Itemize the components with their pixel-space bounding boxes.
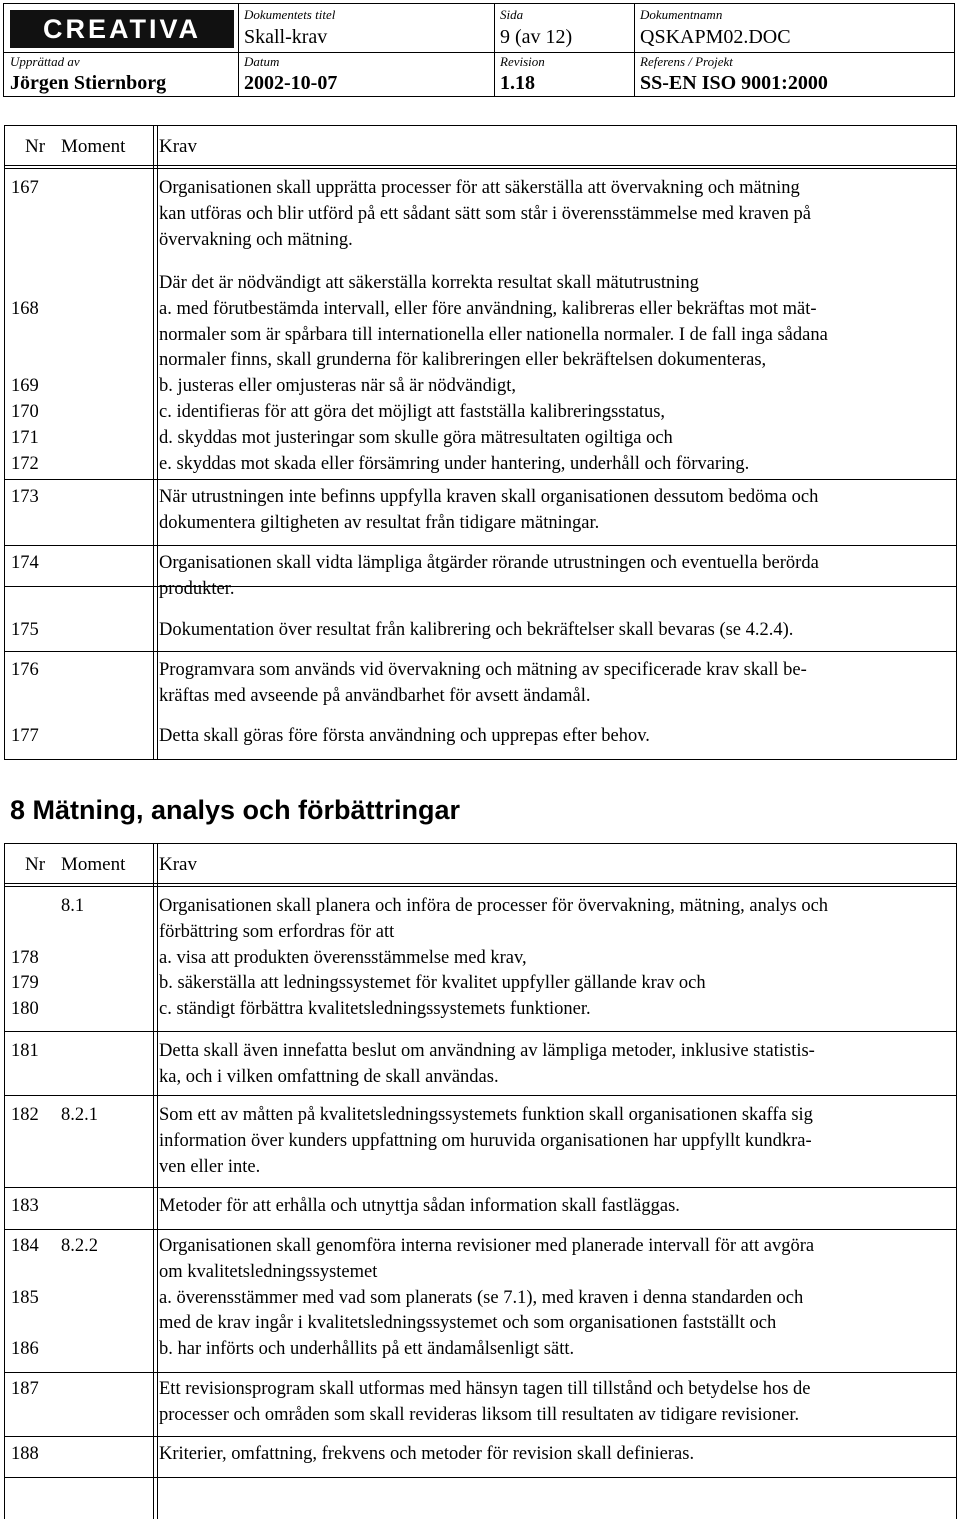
author: Jörgen Stiernborg [10,72,167,94]
requirement-number: 183 [11,1196,39,1216]
requirement-line: b. justeras eller omjusteras när så är nödvändigt, [159,376,517,397]
requirement-line: ven eller inte. [159,1156,261,1177]
requirement-text [159,1194,949,1220]
requirement-line: Dokumentation över resultat från kalibrering och bekräftelser skall bevaras (se 4.2.4). [159,620,794,640]
requirement-number: 167 [11,178,39,198]
requirement-number: 187 [11,1379,39,1399]
company-logo: CREATIVA [10,10,234,48]
requirement-line: a. med förutbestämda intervall, eller före användning, kalibreras eller bekräftas mot mät- [159,298,817,319]
requirement-line: d. skyddas mot justeringar som skulle göra mätresultaten ogiltiga och [159,427,673,448]
requirement-number: 188 [11,1444,39,1464]
requirement-line: processer och områden som skall revideras liksom till resultaten av tidigare revisioner. [159,1404,800,1425]
requirement-line: dokumentera giltigheten av resultat från tidigare mätningar. [159,512,600,533]
requirement-line: b. har införts och underhållits på ett ändamålsenligt sätt. [159,1339,575,1360]
requirement-line: produkter. [159,578,235,599]
requirement-line: ka, och i vilken omfattning de skall användas. [159,1066,499,1087]
requirement-line: med de krav ingår i kvalitetsledningssystemet och som organisationen fastställt och [159,1313,777,1334]
requirement-line: Detta skall även innefatta beslut om användning av lämpliga metoder, inklusive statistis- [159,1041,815,1061]
requirement-text [159,1442,949,1468]
requirement-text [159,1377,949,1429]
requirement-number: 169 [11,376,39,397]
requirement-text [159,1103,949,1180]
requirement-number: 181 [11,1041,39,1061]
requirement-number: 173 [11,487,39,507]
column-header-krav: Krav [159,136,197,157]
requirement-text [159,176,949,253]
author-label: Upprättad av [10,54,80,69]
page-number: 9 (av 12) [500,26,573,48]
doc-name: QSKAPM02.DOC [640,26,791,48]
requirement-number: 182 [11,1105,39,1125]
moment-reference: 8.2.2 [61,1236,98,1256]
requirement-line: Där det är nödvändigt att säkerställa korrekta resultat skall mätutrustning [159,273,699,293]
requirement-line: kräftas med avseende på användbarhet för avsett ändamål. [159,685,591,706]
requirement-line: b. säkerställa att ledningssystemet för kvalitet uppfyller gällande krav och [159,973,706,994]
doc-title-label: Dokumentets titel [244,7,336,22]
doc-name-label: Dokumentnamn [640,7,723,22]
requirement-line: Detta skall göras före första användning och upprepas efter behov. [159,726,650,746]
requirement-line: Ett revisionsprogram skall utformas med hänsyn tagen till tillstånd och betydelse hos de [159,1379,811,1399]
requirement-number: 186 [11,1339,39,1360]
requirement-number: 172 [11,453,39,474]
requirement-number: 177 [11,726,39,746]
requirement-line: kan utföras och blir utförd på ett sådant sätt som står i överensstämmelse med kraven på [159,203,811,224]
reference: SS-EN ISO 9001:2000 [640,72,828,94]
requirement-text [159,724,949,750]
requirement-line: Som ett av måtten på kvalitetsledningssystemets funktion skall organisationen skaffa sig [159,1105,813,1125]
date-label: Datum [244,54,280,69]
requirement-number: 170 [11,402,39,422]
page-label: Sida [500,7,524,22]
requirements-table-1 [4,125,957,760]
requirement-number: 175 [11,620,39,640]
requirement-number: 168 [11,298,39,319]
column-header-krav: Krav [159,854,197,875]
date: 2002-10-07 [244,72,338,94]
doc-title: Skall-krav [244,26,328,48]
requirement-line: Programvara som används vid övervakning och mätning av specificerade krav skall be- [159,660,807,680]
moment-reference: 8.1 [61,896,85,916]
requirement-text [159,271,949,477]
requirement-number: 185 [11,1287,39,1308]
column-header-nr: Nr [25,854,46,875]
requirement-line: Kriterier, omfattning, frekvens och metoder för revision skall definieras. [159,1444,695,1464]
requirement-line: a. visa att produkten överensstämmelse med krav, [159,947,527,968]
requirement-line: När utrustningen inte befinns uppfylla kraven skall organisationen dessutom bedöma och [159,487,819,507]
requirement-text [159,551,949,603]
revision: 1.18 [500,72,535,94]
requirement-text [159,618,949,644]
requirement-text [159,1039,949,1091]
requirement-number: 174 [11,553,39,573]
document-header [3,3,955,97]
requirement-line: c. identifieras för att göra det möjligt att fastställa kalibreringsstatus, [159,401,666,422]
column-header-moment: Moment [61,854,126,875]
requirement-line: Metoder för att erhålla och utnyttja sådan information skall fastläggas. [159,1196,680,1216]
requirement-text [159,894,949,1023]
requirement-number: 171 [11,427,39,448]
requirement-line: förbättring som erfordras för att [159,921,395,942]
requirement-line: e. skyddas mot skada eller försämring under hantering, underhåll och förvaring. [159,453,750,474]
requirement-text [159,485,949,537]
requirement-line: Organisationen skall planera och införa de processer för övervakning, mätning, analys och [159,896,829,916]
reference-label: Referens / Projekt [640,54,733,69]
requirement-number: 184 [11,1236,39,1256]
requirement-line: information över kunders uppfattning om huruvida organisationen har uppfyllt kundkra- [159,1130,812,1151]
requirement-number: 178 [11,947,39,968]
requirement-line: om kvalitetsledningssystemet [159,1261,378,1282]
requirements-table-2 [4,843,957,1519]
requirement-text [159,1234,949,1363]
requirement-line: c. ständigt förbättra kvalitetsledningssystemets funktioner. [159,999,591,1020]
requirement-line: a. överensstämmer med vad som planerats (se 7.1), med kraven i denna standarden och [159,1287,804,1308]
column-header-nr: Nr [25,136,46,157]
requirement-line: normaler finns, skall grunderna för kalibreringen eller bekräftelsen dokumenteras, [159,350,767,371]
column-header-moment: Moment [61,136,126,157]
requirement-text [159,658,949,710]
moment-reference: 8.2.1 [61,1105,98,1125]
requirement-line: normaler som är spårbara till internationella eller nationella normaler. I de fall inga sådana [159,324,828,345]
requirement-line: Organisationen skall genomföra interna revisioner med planerade intervall för att avgöra [159,1236,815,1256]
requirement-line: övervakning och mätning. [159,229,353,250]
section-title: 8 Mätning, analys och förbättringar [10,795,461,825]
requirement-line: Organisationen skall upprätta processer för att säkerställa att övervakning och mätning [159,178,800,198]
requirement-number: 176 [11,660,39,680]
requirement-number: 179 [11,973,39,994]
revision-label: Revision [500,54,545,69]
requirement-number: 180 [11,999,39,1020]
requirement-line: Organisationen skall vidta lämpliga åtgärder rörande utrustningen och eventuella berörda [159,553,819,573]
